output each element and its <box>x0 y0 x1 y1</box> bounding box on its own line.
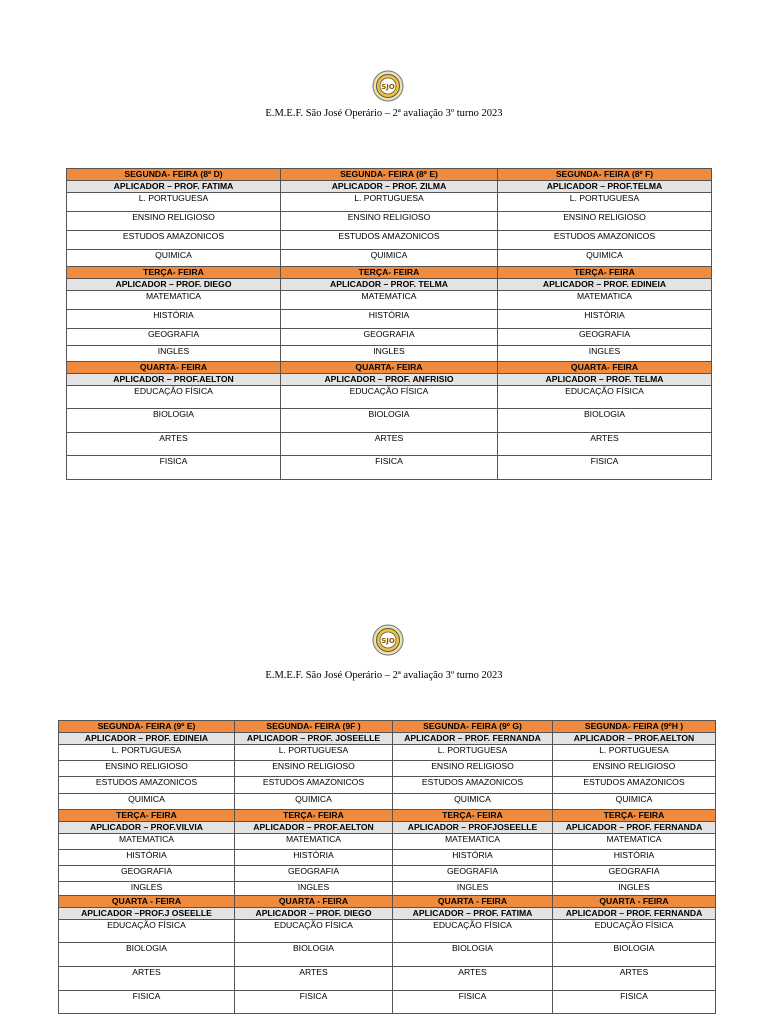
subject-cell: ESTUDOS AMAZONICOS <box>59 777 235 794</box>
day-header-cell: TERÇA- FEIRA <box>67 267 281 279</box>
subject-row <box>67 291 712 310</box>
day-header-cell: SEGUNDA- FEIRA (8º D) <box>67 169 281 181</box>
subject-cell: ARTES <box>498 433 712 456</box>
subject-row <box>67 193 712 212</box>
day-header-cell: TERÇA- FEIRA <box>498 267 712 279</box>
subject-cell: L. PORTUGUESA <box>67 193 281 212</box>
subject-cell: GEOGRAFIA <box>393 866 553 882</box>
subject-cell: INGLES <box>553 882 716 896</box>
subject-cell: HISTÓRIA <box>393 850 553 866</box>
subject-cell: ENSINO RELIGIOSO <box>235 761 393 777</box>
subject-row <box>67 250 712 267</box>
subject-cell: ARTES <box>553 967 716 991</box>
applicator-cell: APLICADOR – PROF. FERNANDA <box>553 822 716 834</box>
day-header-cell: QUARTA - FEIRA <box>553 896 716 908</box>
subject-cell: GEOGRAFIA <box>235 866 393 882</box>
subject-cell: HISTÓRIA <box>235 850 393 866</box>
subject-cell: QUIMICA <box>281 250 498 267</box>
subject-cell: BIOLOGIA <box>59 943 235 967</box>
subject-cell: ARTES <box>235 967 393 991</box>
subject-cell: MATEMATICA <box>281 291 498 310</box>
subject-row <box>67 310 712 329</box>
subject-cell: ESTUDOS AMAZONICOS <box>67 231 281 250</box>
subject-row <box>59 866 716 882</box>
subject-cell: HISTÓRIA <box>281 310 498 329</box>
subject-cell: EDUCAÇÃO FÍSICA <box>67 386 281 409</box>
subject-row <box>59 777 716 794</box>
subject-row <box>67 212 712 231</box>
applicator-cell: APLICADOR – PROF. FERNANDA <box>553 908 716 920</box>
subject-cell: BIOLOGIA <box>553 943 716 967</box>
subject-cell: GEOGRAFIA <box>67 329 281 346</box>
applicator-cell: APLICADOR – PROF. EDINEIA <box>498 279 712 291</box>
applicator-cell: APLICADOR –PROF.J OSEELLE <box>59 908 235 920</box>
day-header-cell: TERÇA- FEIRA <box>393 810 553 822</box>
subject-cell: ESTUDOS AMAZONICOS <box>281 231 498 250</box>
applicator-cell: APLICADOR – PROF.VILVIA <box>59 822 235 834</box>
applicator-cell: APLICADOR – PROF. FATIMA <box>393 908 553 920</box>
subject-cell: L. PORTUGUESA <box>393 745 553 761</box>
subject-cell: EDUCAÇÃO FÍSICA <box>59 920 235 943</box>
subject-cell: EDUCAÇÃO FÍSICA <box>281 386 498 409</box>
subject-cell: L. PORTUGUESA <box>498 193 712 212</box>
subject-row <box>67 329 712 346</box>
day-header-cell: QUARTA - FEIRA <box>235 896 393 908</box>
subject-cell: MATEMATICA <box>553 834 716 850</box>
subject-cell: QUIMICA <box>498 250 712 267</box>
subject-row <box>59 850 716 866</box>
subject-cell: EDUCAÇÃO FÍSICA <box>553 920 716 943</box>
svg-text:SJO: SJO <box>381 637 395 645</box>
subject-row <box>67 386 712 409</box>
subject-row <box>67 231 712 250</box>
subject-cell: FISICA <box>498 456 712 480</box>
applicator-cell: APLICADOR – PROF. DIEGO <box>235 908 393 920</box>
subject-cell: L. PORTUGUESA <box>59 745 235 761</box>
subject-row <box>59 967 716 991</box>
subject-cell: HISTÓRIA <box>59 850 235 866</box>
applicator-cell: APLICADOR – PROF. TELMA <box>498 374 712 386</box>
applicator-cell: APLICADOR – PROF. EDINEIA <box>59 733 235 745</box>
subject-cell: INGLES <box>59 882 235 896</box>
applicator-cell: APLICADOR – PROF. JOSEELLE <box>235 733 393 745</box>
subject-cell: MATEMATICA <box>67 291 281 310</box>
subject-row <box>67 346 712 362</box>
subject-cell: FISICA <box>235 991 393 1014</box>
subject-cell: MATEMATICA <box>59 834 235 850</box>
subject-cell: INGLES <box>235 882 393 896</box>
subject-cell: ENSINO RELIGIOSO <box>553 761 716 777</box>
subject-cell: FISICA <box>553 991 716 1014</box>
subject-cell: INGLES <box>498 346 712 362</box>
applicator-cell: APLICADOR – PROF. ANFRISIO <box>281 374 498 386</box>
subject-cell: QUIMICA <box>553 794 716 810</box>
schedule-table-8th-grade <box>66 168 712 480</box>
day-header-cell: SEGUNDA- FEIRA (8º E) <box>281 169 498 181</box>
day-header-cell: QUARTA- FEIRA <box>498 362 712 374</box>
page-caption: E.M.E.F. São José Operário – 2ª avaliação 3º turno 2023 <box>265 670 503 681</box>
subject-cell: GEOGRAFIA <box>59 866 235 882</box>
subject-cell: QUIMICA <box>235 794 393 810</box>
page-caption: E.M.E.F. São José Operário – 2ª avaliação 3º turno 2023 <box>265 108 503 119</box>
subject-row <box>67 456 712 480</box>
subject-row <box>59 834 716 850</box>
subject-cell: ESTUDOS AMAZONICOS <box>553 777 716 794</box>
subject-row <box>59 991 716 1014</box>
applicator-cell: APLICADOR – PROF. TELMA <box>281 279 498 291</box>
applicator-cell: APLICADOR – PROF. DIEGO <box>67 279 281 291</box>
subject-cell: EDUCAÇÃO FÍSICA <box>235 920 393 943</box>
subject-cell: ENSINO RELIGIOSO <box>281 212 498 231</box>
applicator-cell: APLICADOR – PROF. FATIMA <box>67 181 281 193</box>
applicator-cell: APLICADOR – PROFJOSEELLE <box>393 822 553 834</box>
subject-cell: INGLES <box>281 346 498 362</box>
subject-row <box>59 745 716 761</box>
subject-row <box>59 794 716 810</box>
subject-cell: HISTÓRIA <box>67 310 281 329</box>
subject-row <box>59 920 716 943</box>
subject-cell: GEOGRAFIA <box>498 329 712 346</box>
applicator-cell: APLICADOR – PROF. FERNANDA <box>393 733 553 745</box>
subject-cell: ENSINO RELIGIOSO <box>498 212 712 231</box>
subject-row <box>59 761 716 777</box>
applicator-cell: APLICADOR – PROF.AELTON <box>235 822 393 834</box>
subject-cell: FISICA <box>67 456 281 480</box>
day-header-cell: QUARTA- FEIRA <box>67 362 281 374</box>
subject-cell: HISTÓRIA <box>553 850 716 866</box>
day-header-cell: TERÇA- FEIRA <box>553 810 716 822</box>
subject-cell: ARTES <box>393 967 553 991</box>
day-header-cell: SEGUNDA- FEIRA (8º F) <box>498 169 712 181</box>
day-header-cell: QUARTA - FEIRA <box>59 896 235 908</box>
subject-cell: MATEMATICA <box>235 834 393 850</box>
subject-cell: BIOLOGIA <box>498 409 712 433</box>
subject-cell: BIOLOGIA <box>235 943 393 967</box>
subject-cell: HISTÓRIA <box>498 310 712 329</box>
subject-cell: FISICA <box>281 456 498 480</box>
subject-row <box>59 943 716 967</box>
subject-cell: GEOGRAFIA <box>281 329 498 346</box>
day-header-cell: TERÇA- FEIRA <box>281 267 498 279</box>
svg-text:SJO: SJO <box>381 83 395 91</box>
applicator-cell: APLICADOR – PROF.AELTON <box>553 733 716 745</box>
day-header-cell: SEGUNDA- FEIRA (9º E) <box>59 721 235 733</box>
subject-cell: L. PORTUGUESA <box>281 193 498 212</box>
subject-row <box>67 409 712 433</box>
subject-cell: FISICA <box>393 991 553 1014</box>
subject-cell: ENSINO RELIGIOSO <box>393 761 553 777</box>
subject-cell: BIOLOGIA <box>67 409 281 433</box>
subject-cell: FISICA <box>59 991 235 1014</box>
applicator-cell: APLICADOR – PROF. ZILMA <box>281 181 498 193</box>
subject-cell: ENSINO RELIGIOSO <box>59 761 235 777</box>
subject-cell: MATEMATICA <box>393 834 553 850</box>
schedule-table-9th-grade <box>58 720 716 1014</box>
applicator-cell: APLICADOR – PROF.TELMA <box>498 181 712 193</box>
day-header-cell: SEGUNDA- FEIRA (9F ) <box>235 721 393 733</box>
subject-cell: ESTUDOS AMAZONICOS <box>498 231 712 250</box>
day-header-cell: TERÇA- FEIRA <box>59 810 235 822</box>
applicator-cell: APLICADOR – PROF.AELTON <box>67 374 281 386</box>
subject-cell: EDUCAÇÃO FÍSICA <box>393 920 553 943</box>
subject-cell: L. PORTUGUESA <box>553 745 716 761</box>
subject-cell: QUIMICA <box>393 794 553 810</box>
subject-cell: ARTES <box>67 433 281 456</box>
school-seal-icon <box>372 70 404 102</box>
subject-cell: QUIMICA <box>67 250 281 267</box>
subject-cell: ARTES <box>281 433 498 456</box>
subject-cell: QUIMICA <box>59 794 235 810</box>
subject-row <box>67 433 712 456</box>
school-seal-icon <box>372 624 404 656</box>
subject-cell: L. PORTUGUESA <box>235 745 393 761</box>
day-header-cell: QUARTA - FEIRA <box>393 896 553 908</box>
day-header-cell: SEGUNDA- FEIRA (9º G) <box>393 721 553 733</box>
subject-cell: BIOLOGIA <box>281 409 498 433</box>
subject-cell: ENSINO RELIGIOSO <box>67 212 281 231</box>
subject-cell: ESTUDOS AMAZONICOS <box>235 777 393 794</box>
day-header-cell: SEGUNDA- FEIRA (9ºH ) <box>553 721 716 733</box>
subject-cell: INGLES <box>393 882 553 896</box>
subject-row <box>59 882 716 896</box>
day-header-cell: QUARTA- FEIRA <box>281 362 498 374</box>
subject-cell: EDUCAÇÃO FÍSICA <box>498 386 712 409</box>
subject-cell: INGLES <box>67 346 281 362</box>
subject-cell: MATEMATICA <box>498 291 712 310</box>
day-header-cell: TERÇA- FEIRA <box>235 810 393 822</box>
subject-cell: ESTUDOS AMAZONICOS <box>393 777 553 794</box>
subject-cell: ARTES <box>59 967 235 991</box>
subject-cell: BIOLOGIA <box>393 943 553 967</box>
subject-cell: GEOGRAFIA <box>553 866 716 882</box>
